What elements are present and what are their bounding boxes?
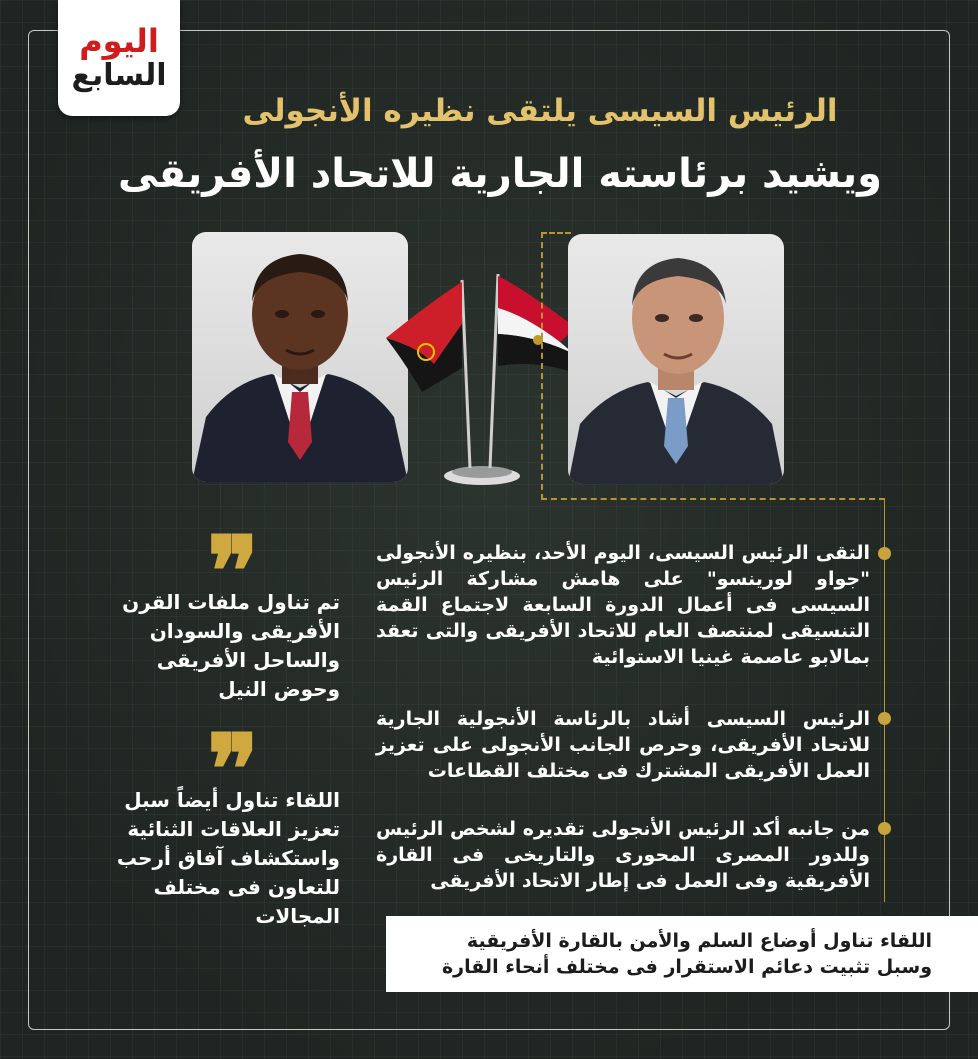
timeline-dot bbox=[878, 547, 891, 560]
logo-line-1: اليوم bbox=[79, 22, 159, 60]
timeline-dot bbox=[878, 822, 891, 835]
quote-relations: اللقاء تناول أيضاً سبل تعزيز العلاقات الثنائية واستكشاف آفاق أرحب للتعاون فى مختلف المجالات bbox=[116, 788, 340, 928]
quote-icon: ❞ bbox=[207, 722, 259, 784]
dashed-connector bbox=[541, 498, 885, 501]
quote-icon: ❞ bbox=[207, 524, 259, 586]
bottom-note-box bbox=[386, 916, 978, 992]
quote-files: تم تناول ملفات القرن الأفريقى والسودان والساحل الأفريقى وحوض النيل bbox=[122, 590, 340, 701]
headline-subtitle: الرئيس السيسى يلتقى نظيره الأنجولى bbox=[242, 93, 838, 129]
paragraph-praise: الرئيس السيسى أشاد بالرئاسة الأنجولية الجارية للاتحاد الأفريقى، وحرص الجانب الأنجولى على تعزيز العمل الأفريقى المشترك فى مختلف القطاعات bbox=[376, 708, 870, 782]
paragraph-meeting: التقى الرئيس السيسى، اليوم الأحد، بنظيره الأنجولى "جواو لورينسو" على هامش مشاركة الرئيس السيسى فى أعمال الدورة السابعة لاجتماع القمة التنسيقى لمنتصف العام للاتحاد الأفريقى والتى تعقد بمالابو عاصمة غينيا الاستوائية bbox=[376, 542, 870, 668]
dashed-connector bbox=[541, 232, 544, 500]
logo-line-2: السابع bbox=[71, 58, 167, 93]
flags-illustration bbox=[376, 268, 596, 490]
headline-title: ويشيد برئاسته الجارية للاتحاد الأفريقى bbox=[117, 151, 883, 197]
timeline-dot bbox=[878, 712, 891, 725]
portrait-egypt-president bbox=[568, 234, 784, 484]
dashed-connector bbox=[541, 232, 571, 235]
paragraph-appreciation: من جانبه أكد الرئيس الأنجولى تقديره لشخص الرئيس وللدور المصرى المحورى والتاريخى فى القارة الأفريقية وفى العمل فى إطار الاتحاد الأفريقى bbox=[376, 818, 870, 892]
portrait-illustration bbox=[568, 234, 784, 484]
bottom-note-text: اللقاء تناول أوضاع السلم والأمن بالقارة الأفريقية وسبل تثبيت دعائم الاستقرار فى مختلف أنحاء القارة bbox=[441, 930, 932, 978]
